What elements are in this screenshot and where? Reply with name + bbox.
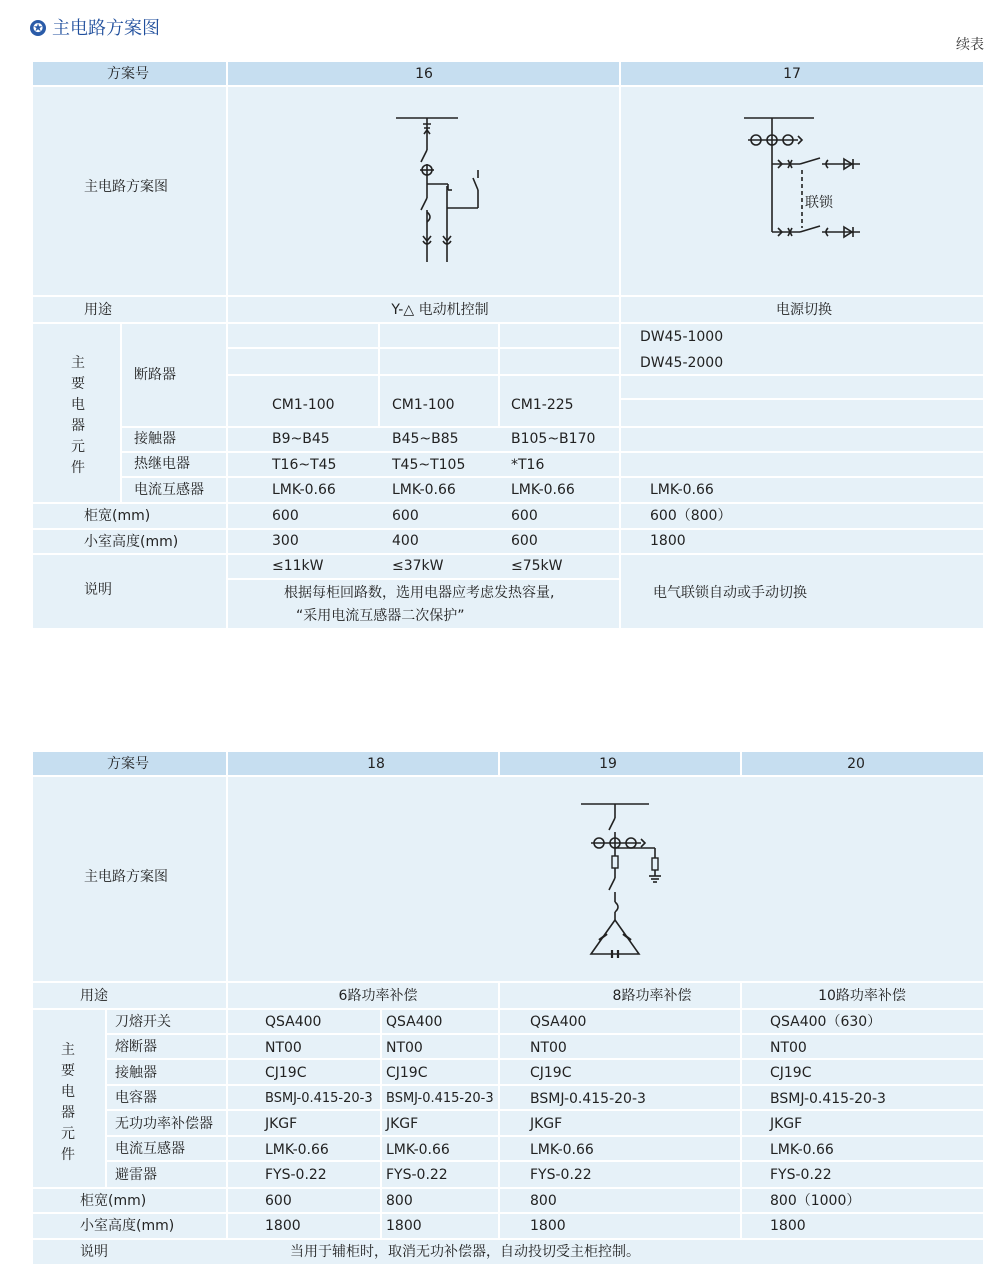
- usage-16: Y-△ 电动机控制: [391, 302, 489, 318]
- contactor-18-1: CJ19C: [265, 1065, 307, 1081]
- knife-fuse-switch-label: 刀熔开关: [115, 1014, 171, 1030]
- contactor-16-3: B105~B170: [511, 431, 596, 447]
- height-17: 1800: [650, 533, 686, 549]
- breaker-label: 断路器: [134, 367, 176, 383]
- breaker-16-2: CM1-100: [392, 397, 455, 413]
- width-20: 800（1000）: [770, 1193, 861, 1209]
- knife-18-2: QSA400: [386, 1014, 443, 1030]
- arrester-18-2: FYS-0.22: [386, 1167, 448, 1183]
- scheme-20: 20: [847, 756, 865, 772]
- ct-20: LMK-0.66: [770, 1142, 834, 1158]
- main-components-label: 主 要 电 器 元 件: [71, 355, 85, 476]
- capacitor-18-2: BSMJ-0.415-20-3: [386, 1091, 494, 1106]
- capacitor-19: BSMJ-0.415-20-3: [530, 1091, 646, 1107]
- contactor-18-2: CJ19C: [386, 1065, 428, 1081]
- ct-label: 电流互感器: [134, 482, 204, 498]
- scheme-no-label-2: 方案号: [107, 756, 149, 772]
- height-18-1: 1800: [265, 1218, 301, 1234]
- reactive-18-2: JKGF: [386, 1116, 419, 1132]
- contactor-20: CJ19C: [770, 1065, 812, 1081]
- contactor-16-2: B45~B85: [392, 431, 459, 447]
- arrester-18-1: FYS-0.22: [265, 1167, 327, 1183]
- main-components-label-2: 主 要 电 器 元 件: [61, 1042, 75, 1163]
- cabinet-width-label-2: 柜宽(mm): [80, 1193, 147, 1209]
- ct-16-1: LMK-0.66: [272, 482, 336, 498]
- ct-18-2: LMK-0.66: [386, 1142, 450, 1158]
- reactive-19: JKGF: [530, 1116, 563, 1132]
- note-17: 电气联锁自动或手动切换: [653, 585, 807, 601]
- reactive-comp-label: 无功功率补偿器: [115, 1116, 213, 1132]
- usage-20: 10路功率补偿: [818, 988, 906, 1004]
- height-16-3: 600: [511, 533, 538, 549]
- ct-17: LMK-0.66: [650, 482, 714, 498]
- scheme-16: 16: [415, 66, 433, 82]
- circuit-diagram-capacitor: [575, 798, 665, 962]
- note-label: 说明: [84, 582, 112, 598]
- cabinet-width-label: 柜宽(mm): [84, 508, 151, 524]
- knife-20: QSA400（630）: [770, 1014, 882, 1030]
- table-2-header: [33, 752, 983, 775]
- usage-19: 8路功率补偿: [612, 988, 692, 1004]
- power-16-2: ≤37kW: [392, 558, 444, 574]
- note-16-line2: “采用电流互感器二次保护”: [296, 608, 465, 624]
- note-16-line1: 根据每柜回路数，选用电器应考虑发热容量,: [284, 585, 555, 601]
- contactor-label-2: 接触器: [115, 1065, 157, 1081]
- width-16-2: 600: [392, 508, 419, 524]
- width-18-2: 800: [386, 1193, 413, 1209]
- fuse-19: NT00: [530, 1040, 567, 1056]
- arrester-label: 避雷器: [115, 1167, 157, 1183]
- thermal-relay-label: 热继电器: [134, 456, 190, 472]
- diagram-label: 主电路方案图: [84, 179, 168, 195]
- continued-label: 续表: [956, 37, 984, 53]
- scheme-19: 19: [599, 756, 617, 772]
- room-height-label-2: 小室高度(mm): [80, 1218, 175, 1234]
- breaker-17-a: DW45-1000: [640, 329, 724, 345]
- fuse-label: 熔断器: [115, 1039, 157, 1055]
- circuit-diagram-16: [380, 108, 480, 268]
- ct-19: LMK-0.66: [530, 1142, 594, 1158]
- room-height-label: 小室高度(mm): [84, 534, 179, 550]
- ct-16-2: LMK-0.66: [392, 482, 456, 498]
- circuit-diagram-17: [736, 112, 871, 242]
- star-icon: ✪: [30, 20, 46, 36]
- capacitor-18-1: BSMJ-0.415-20-3: [265, 1091, 373, 1106]
- scheme-18: 18: [367, 756, 385, 772]
- note-label-2: 说明: [80, 1244, 108, 1260]
- breaker-16-1: CM1-100: [272, 397, 335, 413]
- breaker-17-b: DW45-2000: [640, 355, 724, 371]
- contactor-16-1: B9~B45: [272, 431, 330, 447]
- power-16-1: ≤11kW: [272, 558, 324, 574]
- reactive-18-1: JKGF: [265, 1116, 298, 1132]
- usage-17: 电源切换: [776, 302, 832, 318]
- height-18-2: 1800: [386, 1218, 422, 1234]
- fuse-18-2: NT00: [386, 1040, 423, 1056]
- height-16-1: 300: [272, 533, 299, 549]
- capacitor-20: BSMJ-0.415-20-3: [770, 1091, 886, 1107]
- capacitor-label: 电容器: [115, 1090, 157, 1106]
- width-16-3: 600: [511, 508, 538, 524]
- contactor-19: CJ19C: [530, 1065, 572, 1081]
- breaker-16-3: CM1-225: [511, 397, 574, 413]
- fuse-20: NT00: [770, 1040, 807, 1056]
- diagram-label-2: 主电路方案图: [84, 869, 168, 885]
- contactor-label: 接触器: [134, 431, 176, 447]
- arrester-20: FYS-0.22: [770, 1167, 832, 1183]
- height-20: 1800: [770, 1218, 806, 1234]
- width-16-1: 600: [272, 508, 299, 524]
- height-16-2: 400: [392, 533, 419, 549]
- width-18-1: 600: [265, 1193, 292, 1209]
- usage-label: 用途: [84, 302, 112, 318]
- usage-label-2: 用途: [80, 988, 108, 1004]
- scheme-no-label: 方案号: [107, 66, 149, 82]
- reactive-20: JKGF: [770, 1116, 803, 1132]
- thermal-16-2: T45~T105: [392, 457, 466, 473]
- page-title: [30, 14, 160, 40]
- width-17: 600（800）: [650, 508, 732, 524]
- knife-19: QSA400: [530, 1014, 587, 1030]
- power-16-3: ≤75kW: [511, 558, 563, 574]
- interlock-label: 联锁: [805, 195, 833, 211]
- ct-label-2: 电流互感器: [115, 1141, 185, 1157]
- thermal-16-1: T16~T45: [272, 457, 337, 473]
- page-title-text: 主电路方案图: [52, 18, 160, 39]
- ct-16-3: LMK-0.66: [511, 482, 575, 498]
- ct-18-1: LMK-0.66: [265, 1142, 329, 1158]
- height-19: 1800: [530, 1218, 566, 1234]
- scheme-17: 17: [783, 66, 801, 82]
- note-18-20: 当用于辅柜时，取消无功补偿器，自动投切受主柜控制。: [290, 1244, 640, 1260]
- width-19: 800: [530, 1193, 557, 1209]
- fuse-18-1: NT00: [265, 1040, 302, 1056]
- arrester-19: FYS-0.22: [530, 1167, 592, 1183]
- usage-18: 6路功率补偿: [338, 988, 418, 1004]
- knife-18-1: QSA400: [265, 1014, 322, 1030]
- thermal-16-3: *T16: [511, 457, 545, 473]
- table-1-header: [33, 62, 983, 85]
